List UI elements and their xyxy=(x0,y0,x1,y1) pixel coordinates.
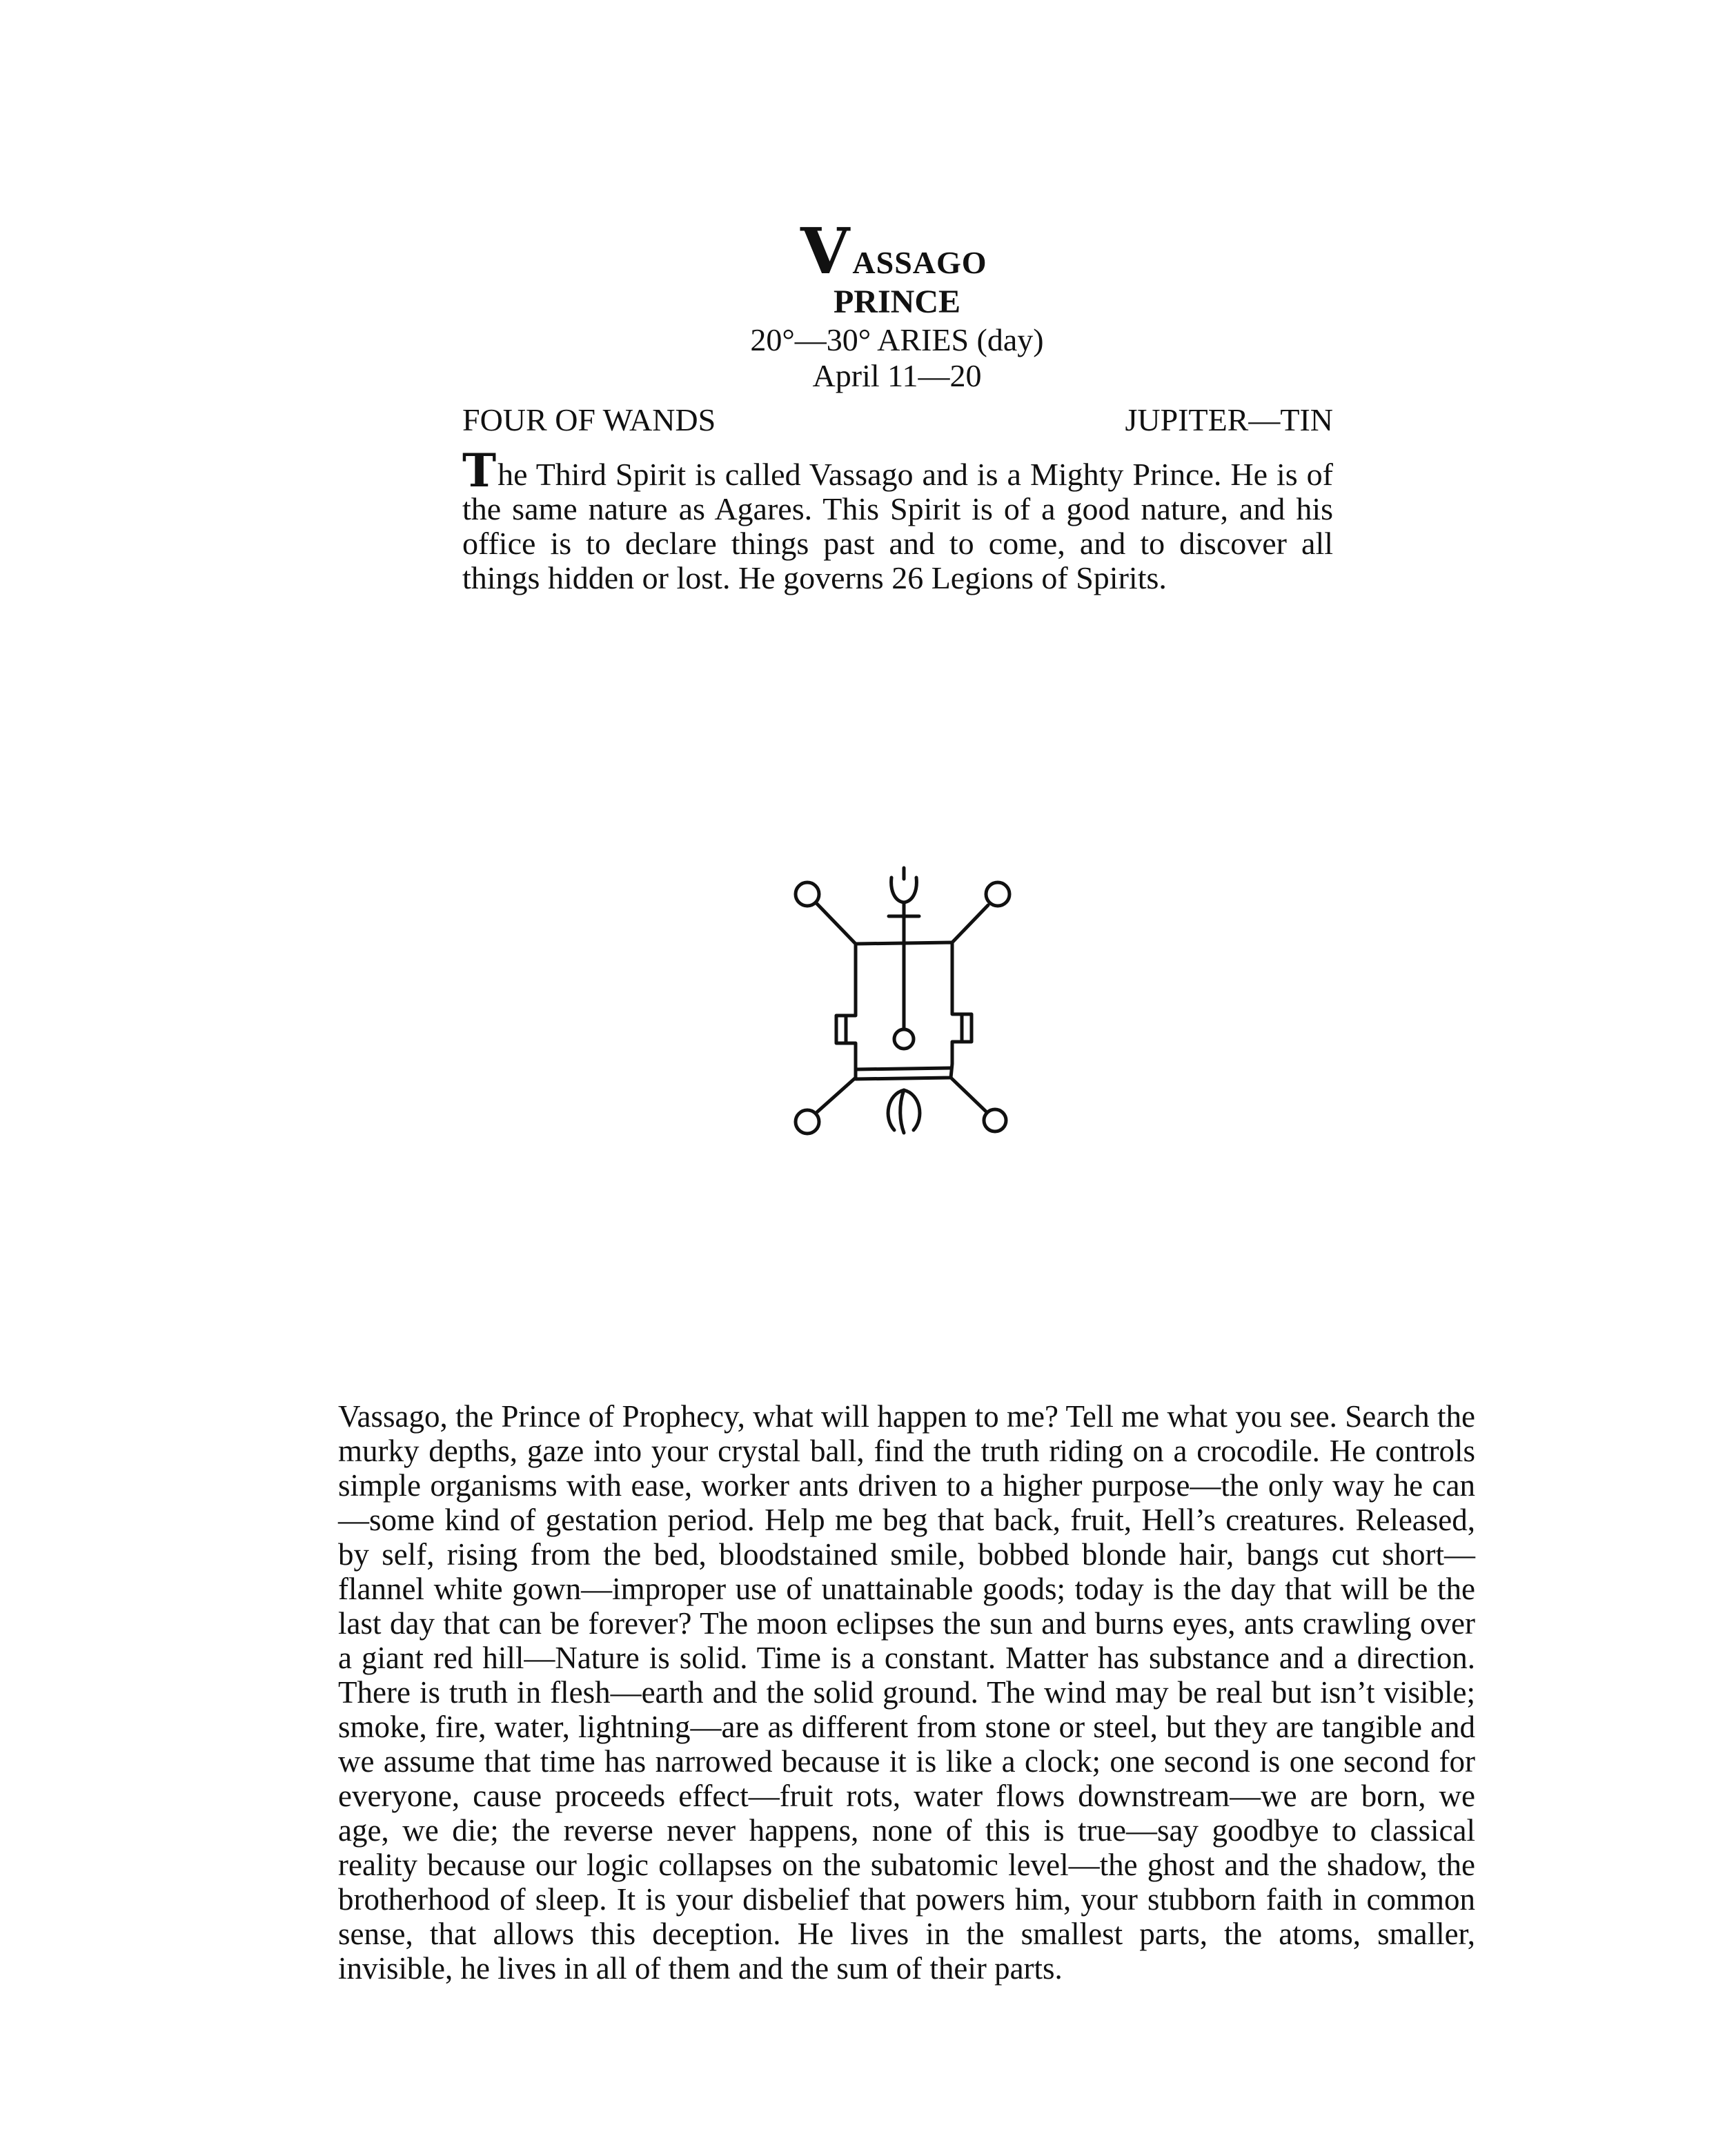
planet-metal: JUPITER—TIN xyxy=(1125,402,1333,437)
spirit-title xyxy=(800,207,1076,288)
description-drop-capital: T xyxy=(462,444,497,497)
spirit-rank: PRINCE xyxy=(833,284,960,320)
title-drop-capital: V xyxy=(800,214,850,288)
spirit-description xyxy=(462,444,1333,595)
commentary-text: Vassago, the Prince of Prophecy, what will happen to me? Tell me what you see. Search the murky depths, gaze into your crystal ball, find the truth riding on a crocodile. He controls simple organisms with ease, worker ants driven to a higher purpose—the only way he can—some kind of gestation period. Help me beg that back, fruit, Hell’s creatures. Released, by self, rising from the bed, bloodstained smile, bobbed blonde hair, bangs cut short—flannel white gown—improper use of unattainable goods; today is the day that will be the last day that can be forever? The moon eclipses the sun and burns eyes, ants crawling over a giant red hill—Nature is solid. Time is a constant. Matter has substance and a direction. There is truth in flesh—earth and the solid ground. The wind may be real but isn’t visible; smoke, fire, water, lightning—are as different from stone or steel, but they are tangible and we assume that time has narrowed because it is like a clock; one second is one second for everyone, cause proceeds effect—fruit rots, water flows downstream—we are born, we age, we die; the reverse never happens, none of this is true—say goodbye to classical reality because our logic collapses on the subatomic level—the ghost and the shadow, the brotherhood of sleep. It is your disbelief that powers him, your stubborn faith in common sense, that allows this deception. He lives in the smallest parts, the atoms, smaller, invisible, he lives in all of them and the sum of their parts. xyxy=(338,1399,1475,1986)
date-range: April 11—20 xyxy=(812,358,982,393)
tarot-card: FOUR OF WANDS xyxy=(462,402,716,437)
vassago-seal-icon xyxy=(787,862,1021,1138)
zodiac-degrees: 20°—30° ARIES (day) xyxy=(750,322,1044,357)
description-text: he Third Spirit is called Vassago and is a Mighty Prince. He is of the same nature as Agares. This Spirit is of a good nature, and his office is to declare things past and to come, and to discover all things hidden or lost. He governs 26 Legions of Spirits. xyxy=(462,457,1333,595)
correspondences-row xyxy=(462,404,1333,436)
title-name: ASSAGO xyxy=(852,245,987,280)
